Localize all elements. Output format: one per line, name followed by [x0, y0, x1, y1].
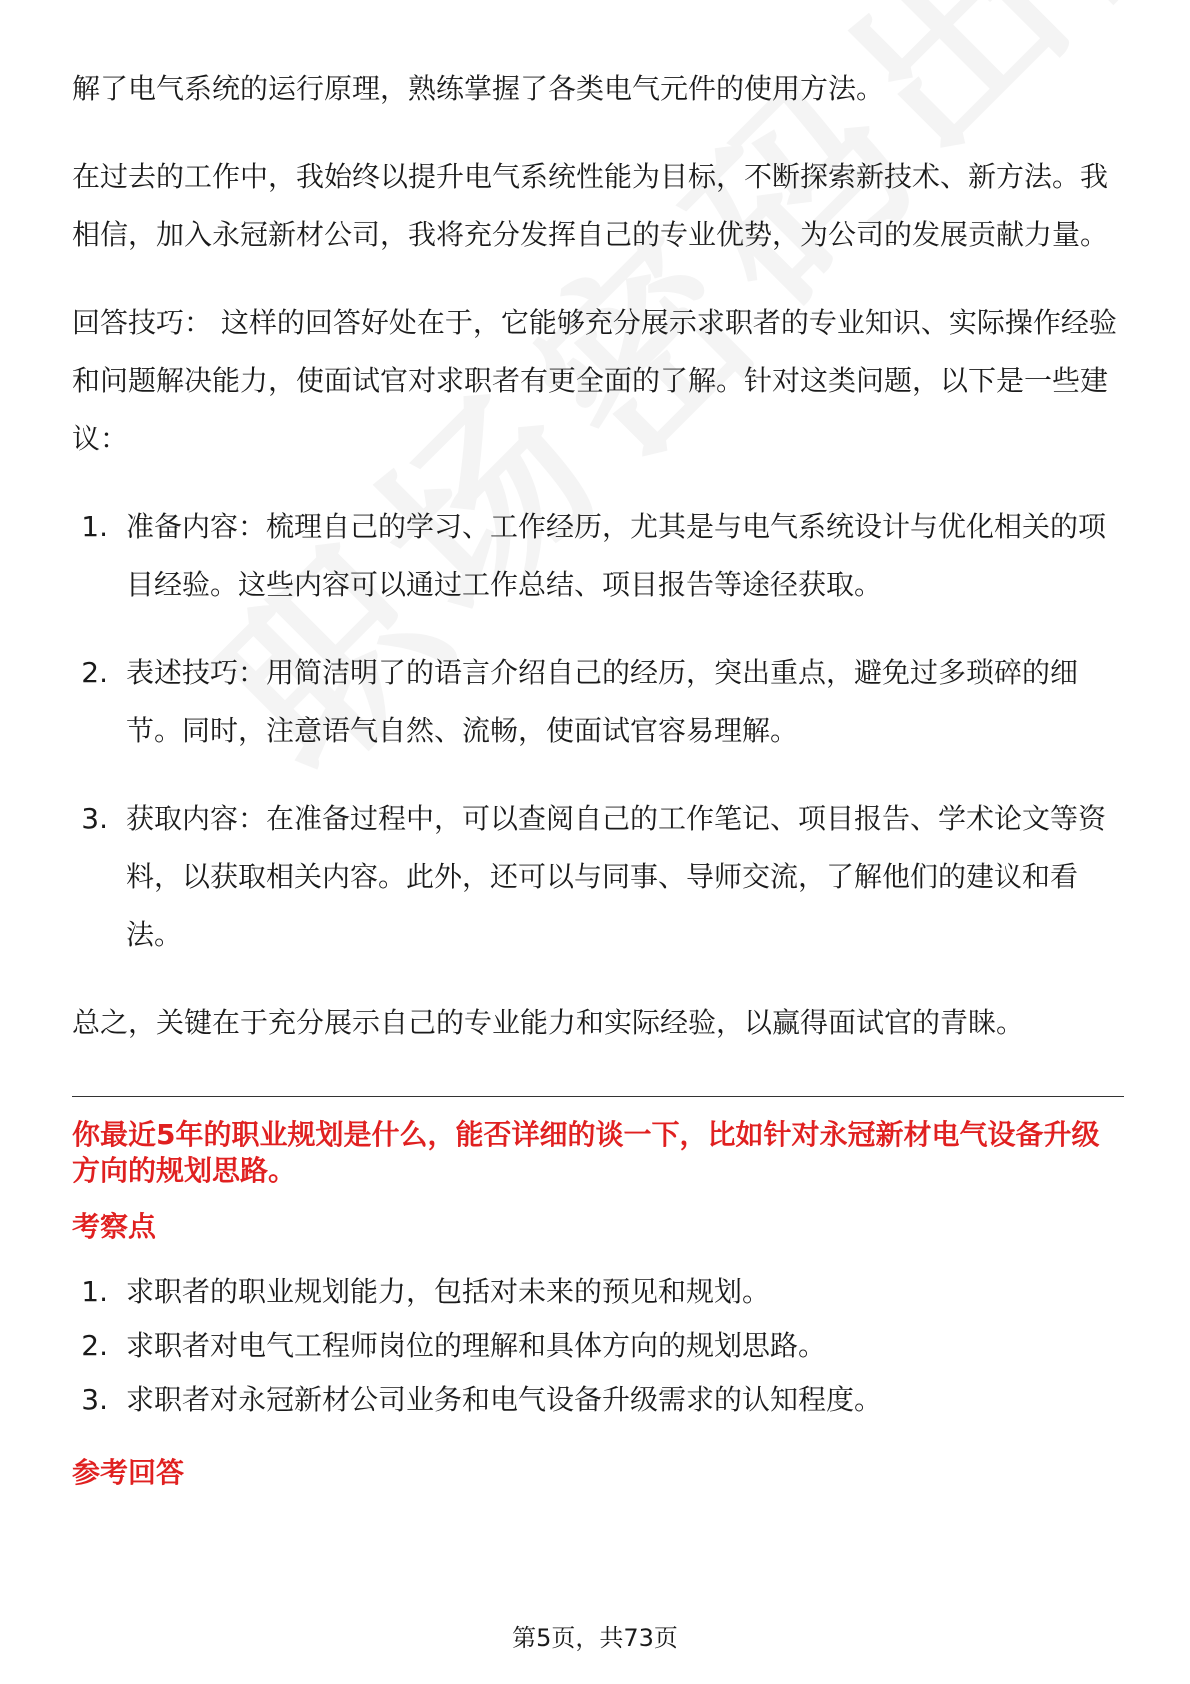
list-text: 求职者对永冠新材公司业务和电气设备升级需求的认知程度。	[126, 1383, 883, 1416]
list-item	[72, 1265, 1124, 1319]
list-number: 1.	[81, 510, 108, 543]
exam-points-heading: 考察点	[72, 1210, 157, 1243]
list-number: 2.	[81, 656, 108, 689]
tips-list	[72, 498, 1124, 964]
list-item	[72, 1319, 1124, 1373]
question-title: 你最近5年的职业规划是什么，能否详细的谈一下，比如针对永冠新材电气设备升级方向的规划思路。	[72, 1118, 1100, 1187]
paragraph-summary: 总之，关键在于充分展示自己的专业能力和实际经验，以赢得面试官的青睐。	[72, 1006, 1025, 1039]
page-footer: 第5页，共73页	[512, 1624, 678, 1652]
paragraph-experience: 在过去的工作中，我始终以提升电气系统性能为目标，不断探索新技术、新方法。我相信，加入永冠新材公司，我将充分发挥自己的专业优势，为公司的发展贡献力量。	[72, 160, 1109, 251]
list-text: 准备内容：梳理自己的学习、工作经历，尤其是与电气系统设计与优化相关的项目经验。这些内容可以通过工作总结、项目报告等途径获取。	[126, 510, 1107, 601]
list-text: 求职者对电气工程师岗位的理解和具体方向的规划思路。	[126, 1329, 827, 1362]
list-item	[72, 790, 1124, 964]
reference-answer-heading: 参考回答	[72, 1456, 185, 1489]
paragraph-continued: 解了电气系统的运行原理，熟练掌握了各类电气元件的使用方法。	[72, 72, 885, 105]
list-item	[72, 498, 1124, 614]
list-number: 3.	[81, 1383, 108, 1416]
exam-points-list	[72, 1265, 1124, 1427]
list-item	[72, 1373, 1124, 1427]
list-number: 1.	[81, 1275, 108, 1308]
page-content	[72, 60, 1124, 1493]
list-item	[72, 644, 1124, 760]
list-number: 3.	[81, 802, 108, 835]
list-text: 获取内容：在准备过程中，可以查阅自己的工作笔记、项目报告、学术论文等资料，以获取相关内容。此外，还可以与同事、导师交流，了解他们的建议和看法。	[126, 802, 1107, 951]
list-text: 表述技巧：用简洁明了的语言介绍自己的经历，突出重点，避免过多琐碎的细节。同时，注意语气自然、流畅，使面试官容易理解。	[126, 656, 1079, 747]
list-number: 2.	[81, 1329, 108, 1362]
list-text: 求职者的职业规划能力，包括对未来的预见和规划。	[126, 1275, 771, 1308]
paragraph-answer-tips: 回答技巧： 这样的回答好处在于，它能够充分展示求职者的专业知识、实际操作经验和问题解决能力，使面试官对求职者有更全面的了解。针对这类问题，以下是一些建议：	[72, 306, 1117, 455]
